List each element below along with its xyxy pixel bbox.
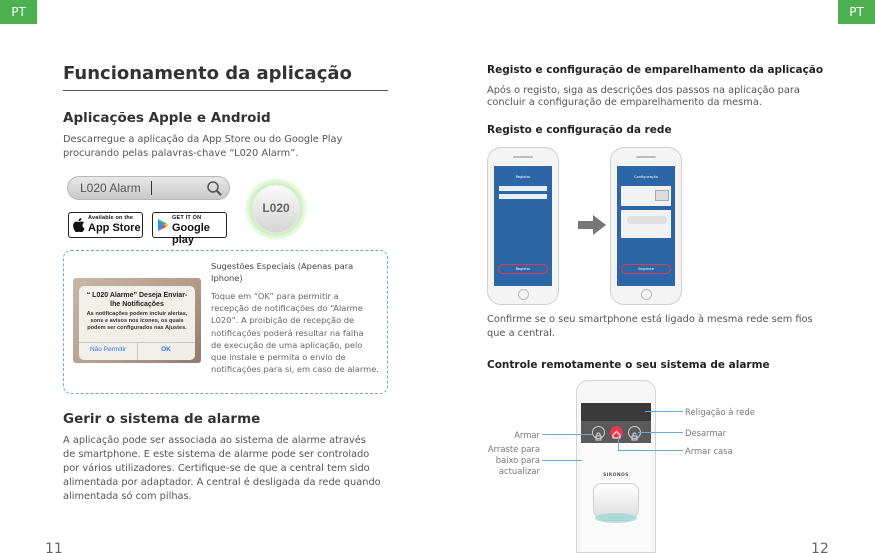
apple-icon [73,218,85,232]
phone-control [576,380,656,553]
callout-arm: Armar [514,430,540,440]
callout-disarm: Desarmar [685,428,727,438]
language-tab-left: PT [0,0,37,24]
callout-reconnect-line [645,411,683,412]
ok-button[interactable]: OK [161,346,171,353]
google-play-badge[interactable]: GET IT ON Google play [152,212,227,238]
apps-heading: Aplicações Apple e Android [63,110,271,126]
phone-register [487,147,559,305]
text-cursor [151,181,152,195]
manage-heading: Gerir o sistema de alarme [63,411,261,427]
control-screen [581,403,651,551]
notification-screenshot [73,278,201,363]
search-icon [206,180,223,197]
callout-disarm-line [638,432,683,433]
callout-arm-line [542,434,592,435]
arrow-right-icon [578,215,606,235]
callout-drag-line [542,460,582,461]
logo-text: L020 [262,201,290,215]
config-screen [617,166,675,286]
title-divider [63,90,388,91]
register-button[interactable]: Registar [515,267,531,271]
pairing-text: Após o registo, siga as descrições dos passos na aplicação para concluir a configuração de emparelhamento da mesma. [487,85,800,108]
callout-reconnect: Religação à rede [685,407,755,417]
network-heading: Registo e configuração da rede [487,124,672,136]
phone-config [610,147,682,305]
manage-text: A aplicação pode ser associada ao sistema de alarme através de smartphone. E este sistema de alarme pode ser controlado por vários utilizadores. Certifique-se de que a central tem sido alimentada por adaptador. A central é desligada da rede quando alimentada só com pilhas. [63,435,381,502]
apps-text: Descarregue a aplicação da App Store ou do Google Play procurando pelas palavras-chave “L020 Alarm”. [63,134,343,159]
search-value: L020 Alarm [80,181,141,195]
config-header: Configuração [634,175,658,179]
lock-icon [593,431,604,442]
callout-home-vline [618,436,619,450]
home-arm-button[interactable] [610,426,623,439]
next-button[interactable]: Seguinte [638,267,654,271]
confirm-text: Confirme se o seu smartphone está ligado à mesma rede sem fios que a central. [487,314,813,339]
register-field-1[interactable] [499,186,547,191]
hub-glow [595,513,637,523]
deny-button[interactable]: Não Permitir [89,346,127,353]
callout-home-line [618,450,683,451]
control-top-bar [581,403,651,421]
callout-drag: Arraste para baixo para actualizar [487,444,540,476]
home-icon [610,428,623,441]
app-logo [244,177,308,241]
tips-text: Toque em “OK” para permitir a recepção de notificações do “Alarme L020”. A proibição de recepção de notificações poderá resultar na falha de execução de uma aplicação, pelo que instale e permita o envio de notificações para si, em caso de alarme. [211,291,379,375]
register-field-2[interactable] [499,194,547,199]
tips-title: Sugestões Especiais (Apenas para Iphone) [211,261,354,284]
register-header: Registar [515,175,531,179]
language-tab-right: PT [838,0,875,24]
dialog-body: As notificações podem incluir alertas, sons e avisos nos ícones, os quais podem ser configurados nas Ajustes. [86,311,188,331]
router-icon [655,190,669,201]
play-store-icon [157,218,169,232]
app-store-badge[interactable]: Available on the App Store [68,212,143,238]
register-screen [494,166,552,286]
pairing-heading: Registo e configuração de emparelhamento da aplicação [487,64,824,76]
app-search-bar [67,176,230,200]
arm-button[interactable] [592,426,605,439]
config-step-2 [621,210,671,238]
dialog-title: “ L020 Alarme” Deseja Enviar- lhe Notificações [86,292,188,308]
remote-heading: Controle remotamente o seu sistema de alarme [487,359,770,371]
tips-box [63,250,388,394]
device-image [627,216,667,224]
page-title: Funcionamento da aplicação [63,63,352,84]
page-number-right: 12 [811,541,829,553]
device-brand: SIRONOS [603,473,629,478]
permission-dialog [79,286,195,360]
page-number-left: 11 [45,541,63,553]
callout-home: Armar casa [685,446,733,456]
